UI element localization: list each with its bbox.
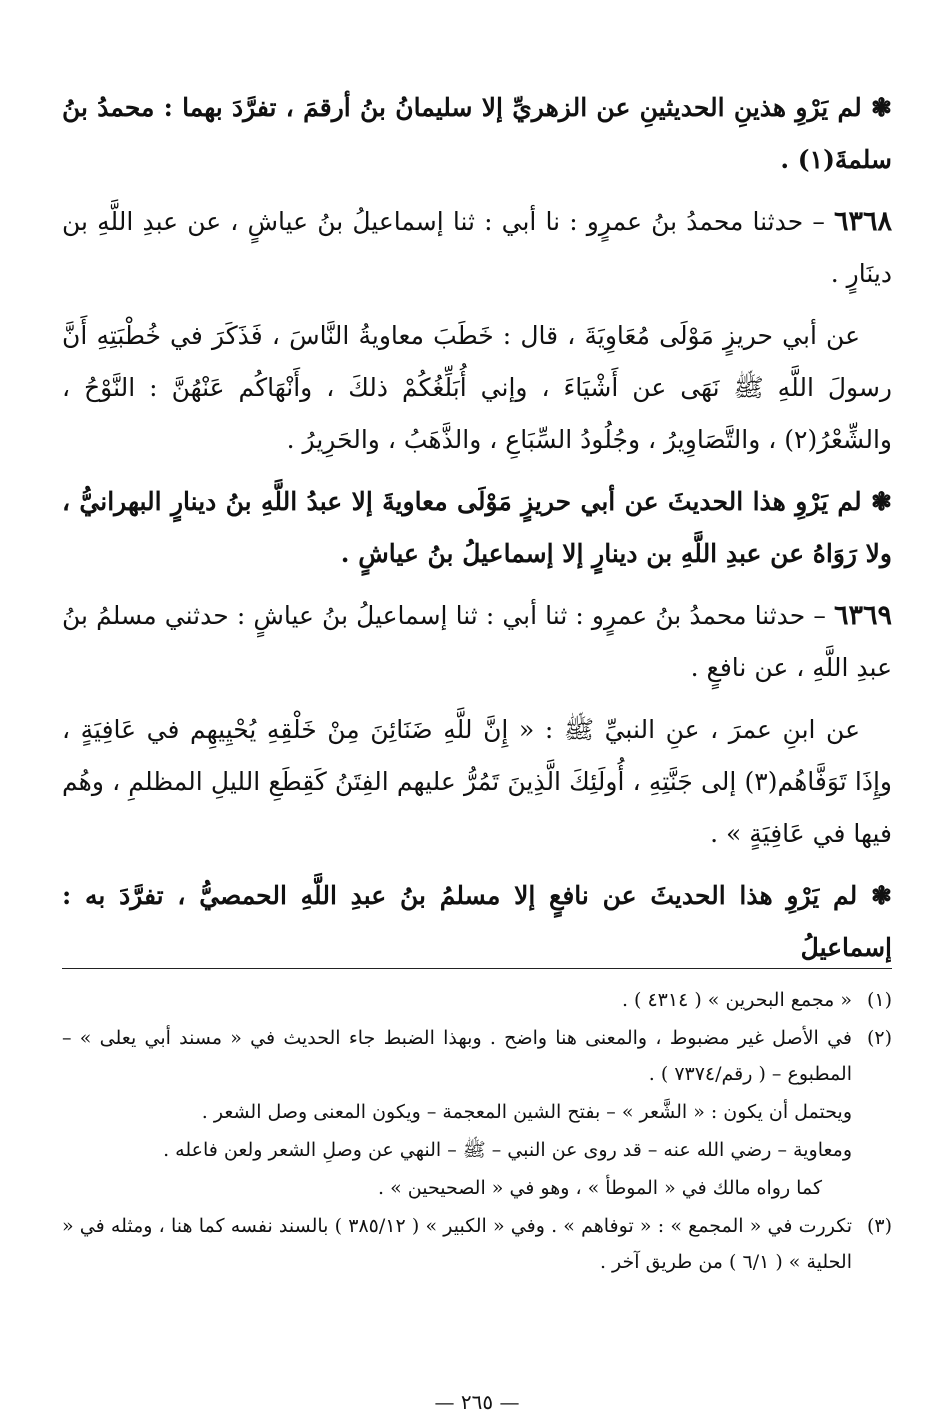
hadith-matn-6368 [62, 310, 892, 466]
page-number: — ٢٦٥ — [434, 1390, 520, 1414]
footnote-text: تكررت في « المجمع » : « توفاهم » . وفي « الكبير » ( ٣٨٥/١٢ ) بالسند نفسه كما هنا ، ومثله في « الحلية » ( ٦/١ ) من طريق آخر . [62, 1215, 852, 1273]
footnote-text: ويحتمل أن يكون : « الشَّعر » – بفتح الشين المعجمة – ويكون المعنى وصل الشعر . [201, 1101, 852, 1123]
footnote-text: في الأصل غير مضبوط ، والمعنى هنا واضح . وبهذا الضبط جاء الحديث في « مسند أبي يعلى » – المطبوع – ( رقم/٧٣٧٤ ) . [62, 1027, 852, 1085]
footnote-number: (٣) [866, 1215, 892, 1237]
footnote-2-cont-b [62, 1132, 892, 1168]
matn-text-6369: عن ابنِ عمرَ ، عنِ النبيِّ ﷺ : « إِنَّ للَّهِ ضَنَائِنَ مِنْ خَلْقِهِ يُحْيِيهِم في عَافِيَةٍ ، وإِذَا تَوَفَّاهُم(٣) إلى جَنَّتِهِ ، أُولَئِكَ الَّذِينَ تَمُرُّ عليهم الفِتَنُ كَقِطَعِ الليلِ المظلمِ ، وهُم فيها في عَافِيَةٍ » . [62, 715, 893, 848]
hadith-number-6368: ٦٣٦٨ [833, 206, 892, 237]
footnote-3 [62, 1208, 892, 1280]
note-text-2: لم يَرْوِ هذا الحديثَ عن أبي حريزٍ مَوْلَى معاويةَ إلا عبدُ اللَّهِ بنُ دينارٍ البهرانيُّ ، ولا رَوَاهُ عن عبدِ اللَّهِ بن دينارٍ إلا إسماعيلُ بنُ عياشٍ . [62, 487, 892, 568]
footnote-text: ومعاوية – رضي الله عنه – قد روى عن النبي – ﷺ – النهي عن وصلِ الشعر ولعن فاعله . [163, 1139, 852, 1161]
footnote-1 [62, 982, 892, 1018]
footnote-number: (٢) [866, 1027, 892, 1049]
note-text-1: لم يَرْوِ هذينِ الحديثينِ عن الزهريِّ إلا سليمانُ بنُ أرقمَ ، تفرَّدَ بهما : محمدُ بنُ سلمةَ(١) . [62, 93, 892, 174]
footnote-number: (١) [866, 989, 892, 1011]
paragraph-note-2 [62, 476, 892, 580]
hadith-number-6369: ٦٣٦٩ [833, 600, 892, 631]
paragraph-note-3 [62, 870, 892, 974]
footnote-text: « مجمع البحرين » ( ٤٣١٤ ) . [621, 989, 852, 1011]
star-marker-icon: ❃ [871, 881, 892, 910]
footnote-2-cont-c [62, 1170, 892, 1206]
footnote-text: كما رواه مالك في « الموطأ » ، وهو في « الصحيحين » . [378, 1177, 822, 1199]
footnotes [62, 982, 892, 1282]
hadith-6369 [62, 590, 892, 694]
note-text-3: لم يَرْوِ هذا الحديثَ عن نافعٍ إلا مسلمُ بنُ عبدِ اللَّهِ الحمصيُّ ، تفرَّدَ به : إسماعيلُ [62, 881, 892, 962]
star-marker-icon: ❃ [871, 93, 892, 122]
footnote-2 [62, 1020, 892, 1092]
page-body [62, 82, 893, 1414]
hadith-isnad-6368: – حدثنا محمدُ بنُ عمرٍو : نا أبي : ثنا إسماعيلُ بنُ عياشٍ ، عن عبدِ اللَّهِ بن دينَارٍ . [62, 207, 892, 288]
footnote-2-cont-a [62, 1094, 892, 1130]
hadith-isnad-6369: – حدثنا محمدُ بنُ عمرٍو : ثنا أبي : ثنا إسماعيلُ بنُ عياشٍ : حدثني مسلمُ بنُ عبدِ اللَّهِ ، عن نافعٍ . [62, 601, 892, 682]
footnote-divider [62, 968, 892, 969]
hadith-6368 [62, 196, 892, 300]
star-marker-icon: ❃ [871, 487, 892, 516]
paragraph-note-1 [62, 82, 892, 186]
matn-text-6368: عن أبي حريزٍ مَوْلَى مُعَاوِيَةَ ، قال : خَطَبَ معاويةُ النَّاسَ ، فَذَكَرَ في خُطْبَتِهِ أَنَّ رسولَ اللَّهِ ﷺ نَهَى عن أَشْيَاءَ ، وإني أُبَلِّغُكُمْ ذلكَ ، وأَنْهَاكُم عَنْهُنَّ : النَّوْحُ ، والشِّعْرُ(٢) ، والتَّصَاوِيرُ ، وجُلُودُ السِّبَاعِ ، والذَّهَبُ ، والحَرِيرُ . [62, 321, 892, 454]
hadith-matn-6369 [62, 704, 892, 860]
